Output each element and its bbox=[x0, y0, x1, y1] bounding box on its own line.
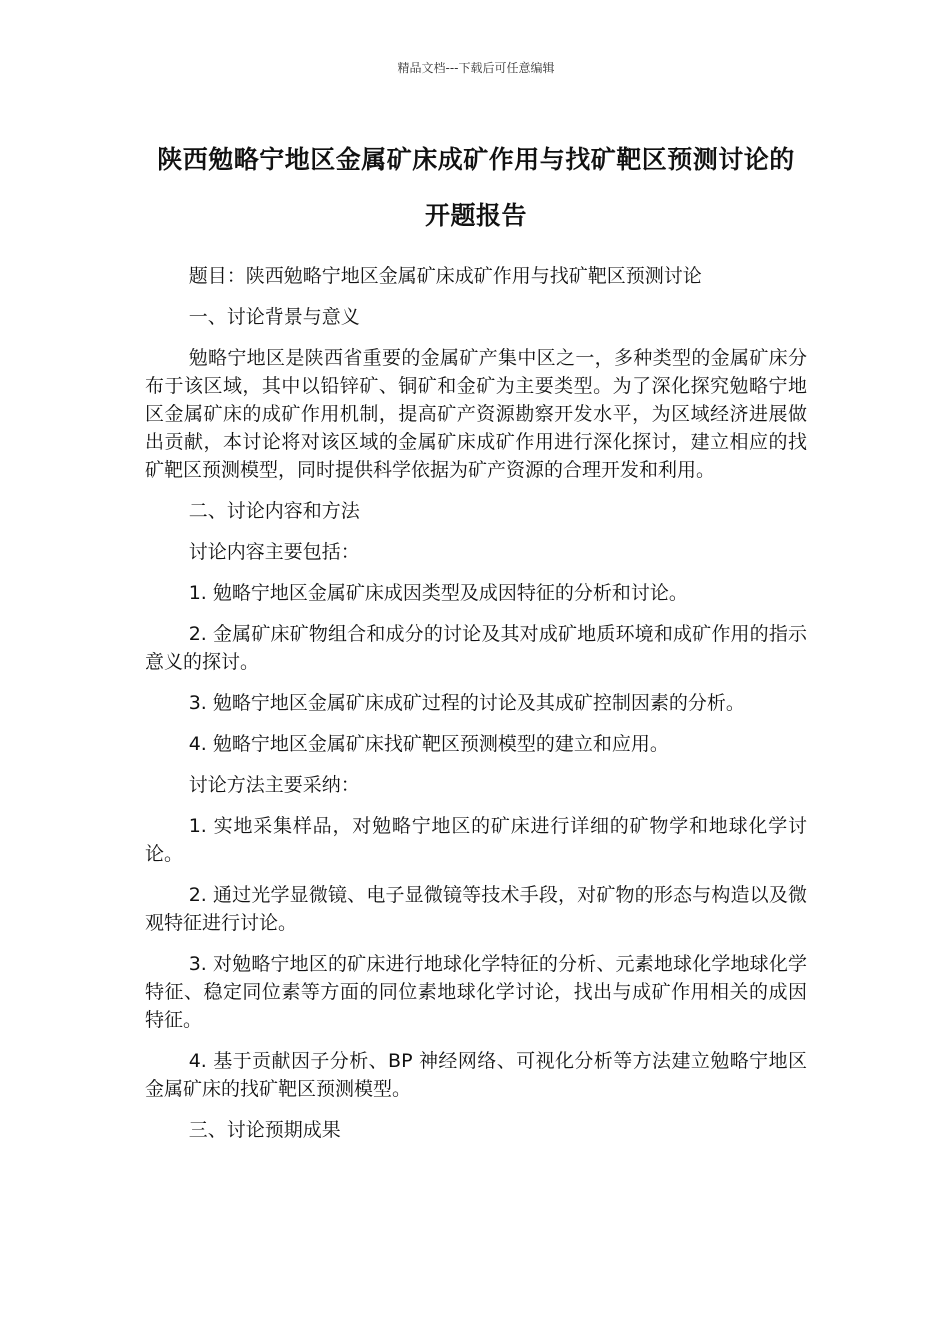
document-title: 陕西勉略宁地区金属矿床成矿作用与找矿靶区预测讨论的开题报告 bbox=[157, 145, 795, 230]
section-heading-content-methods: 二、讨论内容和方法 bbox=[188, 500, 360, 522]
methods-intro: 讨论方法主要采纳： bbox=[188, 774, 360, 796]
method-item-4: 4. 基于贡献因子分析、BP 神经网络、可视化分析等方法建立勉略宁地区金属矿床的找矿靶区预测模型。 bbox=[145, 1050, 807, 1100]
section-heading-background: 一、讨论背景与意义 bbox=[188, 306, 360, 328]
method-item-2: 2. 通过光学显微镜、电子显微镜等技术手段，对矿物的形态与构造以及微观特征进行讨论。 bbox=[145, 884, 807, 934]
background-paragraph: 勉略宁地区是陕西省重要的金属矿产集中区之一，多种类型的金属矿床分布于该区域，其中以铅锌矿、铜矿和金矿为主要类型。为了深化探究勉略宁地区金属矿床的成矿作用机制，提高矿产资源勘察开发水平，为区域经济进展做出贡献，本讨论将对该区域的金属矿床成矿作用进行深化探讨，建立相应的找矿靶区预测模型，同时提供科学依据为矿产资源的合理开发和利用。 bbox=[145, 347, 807, 481]
content-item-1: 1. 勉略宁地区金属矿床成因类型及成因特征的分析和讨论。 bbox=[188, 582, 688, 604]
method-item-1: 1. 实地采集样品，对勉略宁地区的矿床进行详细的矿物学和地球化学讨论。 bbox=[145, 815, 807, 865]
content-intro: 讨论内容主要包括： bbox=[188, 541, 360, 563]
section-heading-expected-results: 三、讨论预期成果 bbox=[188, 1119, 341, 1141]
header-watermark: 精品文档---下载后可任意编辑 bbox=[397, 61, 555, 75]
content-item-3: 3. 勉略宁地区金属矿床成矿过程的讨论及其成矿控制因素的分析。 bbox=[188, 692, 745, 714]
content-item-2: 2. 金属矿床矿物组合和成分的讨论及其对成矿地质环境和成矿作用的指示意义的探讨。 bbox=[145, 623, 807, 673]
content-item-4: 4. 勉略宁地区金属矿床找矿靶区预测模型的建立和应用。 bbox=[188, 733, 669, 755]
document-body bbox=[145, 262, 807, 1144]
subject-line: 题目：陕西勉略宁地区金属矿床成矿作用与找矿靶区预测讨论 bbox=[188, 265, 702, 287]
method-item-3: 3. 对勉略宁地区的矿床进行地球化学特征的分析、元素地球化学地球化学特征、稳定同位素等方面的同位素地球化学讨论，找出与成矿作用相关的成因特征。 bbox=[145, 953, 807, 1031]
